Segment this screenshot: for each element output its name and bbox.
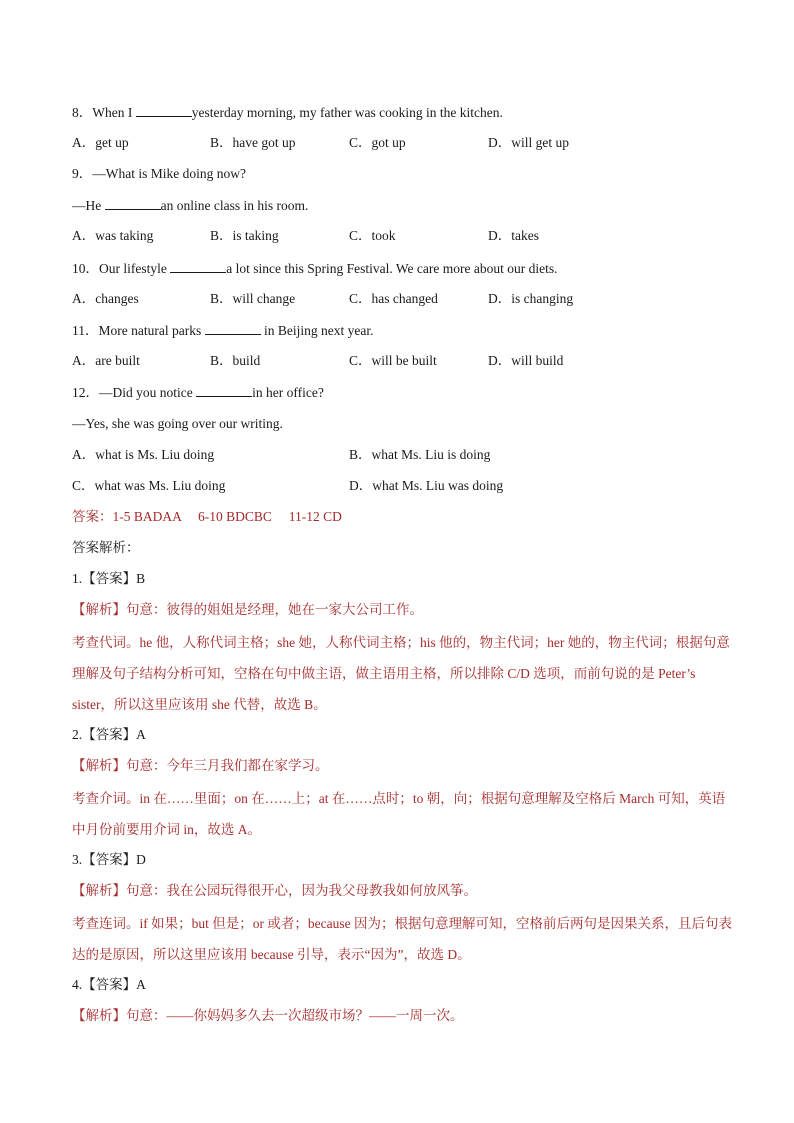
question-12-dialogue: —Yes, she was going over our writing. [72, 416, 283, 431]
option-d: D．will build [488, 353, 564, 368]
question-9-options [72, 226, 732, 246]
explanation-4-meaning: 【解析】句意：——你妈妈多久去一次超级市场？——一周一次。 [72, 1008, 464, 1023]
option-a: A．was taking [72, 228, 154, 243]
option-c: C．what was Ms. Liu doing [72, 478, 226, 493]
question-9-dialogue [72, 195, 732, 215]
question-9-text-post: an online class in his room. [160, 198, 309, 213]
option-c: C．got up [349, 135, 406, 150]
explanation-1-answer: 1.【答案】B [72, 571, 146, 586]
question-12-text-post: in her office? [252, 385, 324, 400]
explanation-3-answer: 3.【答案】D [72, 852, 146, 867]
question-11-options [72, 351, 732, 371]
question-11-stem [72, 320, 732, 340]
question-10-options [72, 289, 732, 309]
answer-explanation-heading: 答案解析： [72, 540, 140, 555]
question-8-options [72, 133, 732, 153]
explanation-2-detail: 考查介词。in 在……里面；on 在……上；at 在……点时；to 朝，向；根据句意理解及空格后 March 可知，英语中月份前要用介词 in，故选 A。 [72, 791, 726, 837]
question-8-stem [72, 102, 732, 122]
option-a: A．changes [72, 291, 139, 306]
question-10-text-pre: 10．Our lifestyle [72, 261, 171, 276]
explanation-1-meaning: 【解析】句意：彼得的姐姐是经理，她在一家大公司工作。 [72, 602, 423, 617]
question-10-stem [72, 258, 732, 278]
question-8-text-post: yesterday morning, my father was cooking in the kitchen. [191, 105, 503, 120]
option-c: C．will be built [349, 353, 437, 368]
option-a: A．what is Ms. Liu doing [72, 447, 215, 462]
answer-blank [196, 382, 252, 397]
answer-blank [205, 320, 261, 335]
option-b: B．build [210, 353, 261, 368]
option-b: B．is taking [210, 228, 279, 243]
option-b: B．have got up [210, 135, 296, 150]
question-11-text-pre: 11．More natural parks [72, 323, 205, 338]
question-12-stem [72, 382, 732, 402]
option-d: D．takes [488, 228, 539, 243]
option-b: B．will change [210, 291, 296, 306]
question-8-text-pre: 8．When I [72, 105, 136, 120]
option-d: D．is changing [488, 291, 574, 306]
explanation-2-meaning: 【解析】句意：今年三月我们都在家学习。 [72, 758, 329, 773]
answer-key: 答案：1-5 BADAA 6-10 BDCBC 11-12 CD [72, 509, 342, 524]
answer-blank [136, 102, 192, 117]
explanation-2-answer: 2.【答案】A [72, 727, 146, 742]
question-9-text-pre: —He [72, 198, 105, 213]
option-d: D．will get up [488, 135, 569, 150]
question-12-options-row2 [72, 476, 732, 496]
question-12-options-row1 [72, 445, 732, 465]
option-c: C．has changed [349, 291, 438, 306]
explanation-3-detail: 考查连词。if 如果；but 但是；or 或者；because 因为；根据句意理解可知，空格前后两句是因果关系，且后句表达的是原因，所以这里应该用 because 引导，表示“因为”，故选 D。 [72, 916, 732, 962]
question-11-text-post: in Beijing next year. [260, 323, 374, 338]
option-c: C．took [349, 228, 396, 243]
question-9-stem: 9．—What is Mike doing now? [72, 166, 246, 181]
question-10-text-post: a lot since this Spring Festival. We care more about our diets. [226, 261, 558, 276]
answer-blank [105, 195, 161, 210]
option-a: A．are built [72, 353, 140, 368]
question-12-text-pre: 12．—Did you notice [72, 385, 197, 400]
explanation-3-meaning: 【解析】句意：我在公园玩得很开心，因为我父母教我如何放风筝。 [72, 883, 477, 898]
option-a: A．get up [72, 135, 129, 150]
answer-blank [170, 258, 226, 273]
option-d: D．what Ms. Liu was doing [349, 478, 504, 493]
option-b: B．what Ms. Liu is doing [349, 447, 491, 462]
explanation-4-answer: 4.【答案】A [72, 977, 146, 992]
explanation-1-detail: 考查代词。he 他，人称代词主格；she 她，人称代词主格；his 他的，物主代词；her 她的，物主代词；根据句意理解及句子结构分析可知，空格在句中做主语，做主语用主格，所以排除 C/D 选项，而前句说的是 Peter’s sister，所以这里应该用 she 代替，故选 B。 [72, 635, 730, 712]
